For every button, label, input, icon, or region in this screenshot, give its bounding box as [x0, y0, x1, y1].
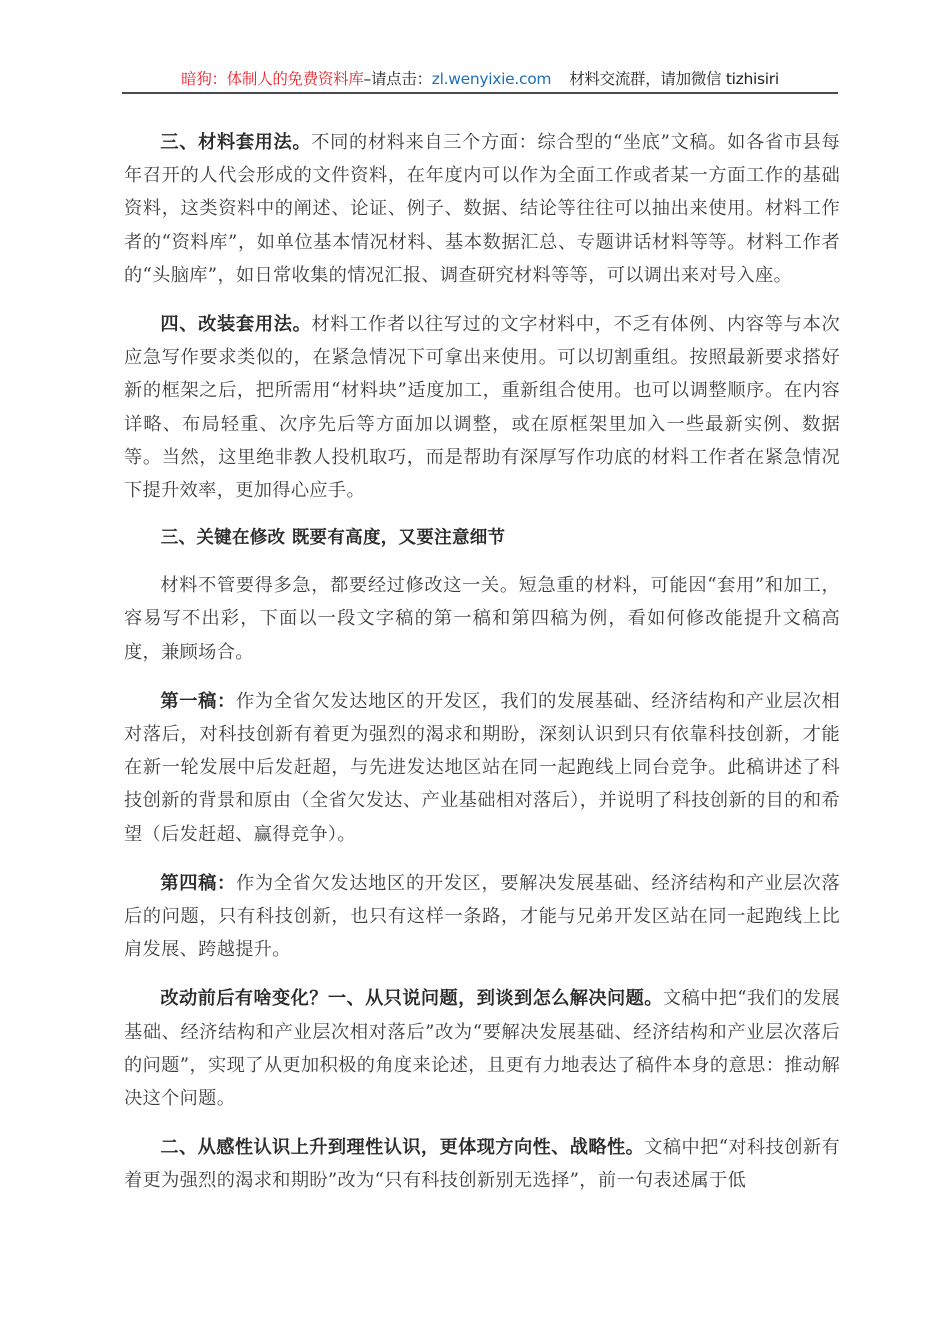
paragraph-text: 文稿中把“我们的发展基础、经济结构和产业层次相对落后”改为“要解决发展基础、经济结构和产业层次落后的问题”，实现了从更加积极的角度来论述，且更有力地表达了稿件本身的意思：推动解决这个问题。 [124, 988, 840, 1110]
document-body [124, 126, 840, 1214]
header-url-link[interactable]: zl.wenyixie.com [431, 70, 552, 88]
paragraph-text: 作为全省欠发达地区的开发区，要解决发展基础、经济结构和产业层次落后的问题，只有科技创新，也只有这样一条路，才能与兄弟开发区站在同一起跑线上比肩发展、跨越提升。 [124, 872, 841, 961]
paragraph-lead: 第一稿： [160, 690, 236, 712]
paragraph-change-one [124, 982, 840, 1115]
paragraph-lead: 四、改装套用法。 [160, 314, 312, 336]
header-divider [122, 92, 838, 94]
paragraph-fourth-draft [124, 867, 840, 967]
paragraph-lead: 改动前后有啥变化？一、从只说问题，到谈到怎么解决问题。 [160, 988, 663, 1010]
section-heading: 三、关键在修改 既要有高度，又要注意细节 [160, 528, 506, 549]
page-header [122, 66, 838, 92]
paragraph-change-two [124, 1131, 840, 1197]
header-brand: 暗狗：体制人的免费资料库 [181, 70, 364, 88]
paragraph-intro-revision [124, 569, 840, 669]
paragraph-modified-reuse [124, 308, 840, 507]
paragraph-text: 材料工作者以往写过的文字材料中，不乏有体例、内容等与本次应急写作要求类似的，在紧急情况下可拿出来使用。可以切割重组。按照最新要求搭好新的框架之后，把所需用“材料块”适度加工，重新组合使用。也可以调整顺序。在内容详略、布局轻重、次序先后等方面加以调整，或在原框架里加入一些最新实例、数据等。当然，这里绝非教人投机取巧，而是帮助有深厚写作功底的材料工作者在紧急情况下提升效率，更加得心应手。 [124, 314, 840, 502]
paragraph-lead: 二、从感性认识上升到理性认识，更体现方向性、战略性。 [160, 1137, 645, 1159]
paragraph-text: 材料不管要得多急，都要经过修改这一关。短急重的材料，可能因“套用”和加工，容易写不出彩，下面以一段文字稿的第一稿和第四稿为例，看如何修改能提升文稿高度，兼顾场合。 [124, 575, 840, 663]
paragraph-text: 文稿中把“对科技创新有着更为强烈的渴求和期盼”改为“只有科技创新别无选择”，前一句表述属于低 [124, 1137, 840, 1192]
paragraph-lead: 第四稿： [160, 872, 236, 894]
paragraph-first-draft [124, 685, 840, 851]
paragraph-material-reuse [124, 126, 840, 292]
paragraph-lead: 三、材料套用法。 [160, 132, 312, 153]
paragraph-text: 不同的材料来自三个方面：综合型的“坐底”文稿。如各省市县每年召开的人代会形成的文件资料，在年度内可以作为全面工作或者某一方面工作的基础资料，这类资料中的阐述、论证、例子、数据、结论等往往可以抽出来使用。材料工作者的“资料库”，如单位基本情况材料、基本数据汇总、专题讲话材料等等。材料工作者的“头脑库”，如日常收集的情况汇报、调查研究材料等等，可以调出来对号入座。 [124, 132, 840, 286]
header-prompt: –请点击： [363, 70, 432, 88]
paragraph-text: 作为全省欠发达地区的开发区，我们的发展基础、经济结构和产业层次相对落后，对科技创新有着更为强烈的渴求和期盼，深刻认识到只有依靠科技创新，才能在新一轮发展中后发赶超，与先进发达地区站在同一起跑线上同台竞争。此稿讲述了科技创新的背景和原由（全省欠发达、产业基础相对落后），并说明了科技创新的目的和希望（后发赶超、赢得竞争）。 [124, 690, 841, 845]
header-contact: 材料交流群，请加微信 tizhisiri [569, 70, 779, 88]
